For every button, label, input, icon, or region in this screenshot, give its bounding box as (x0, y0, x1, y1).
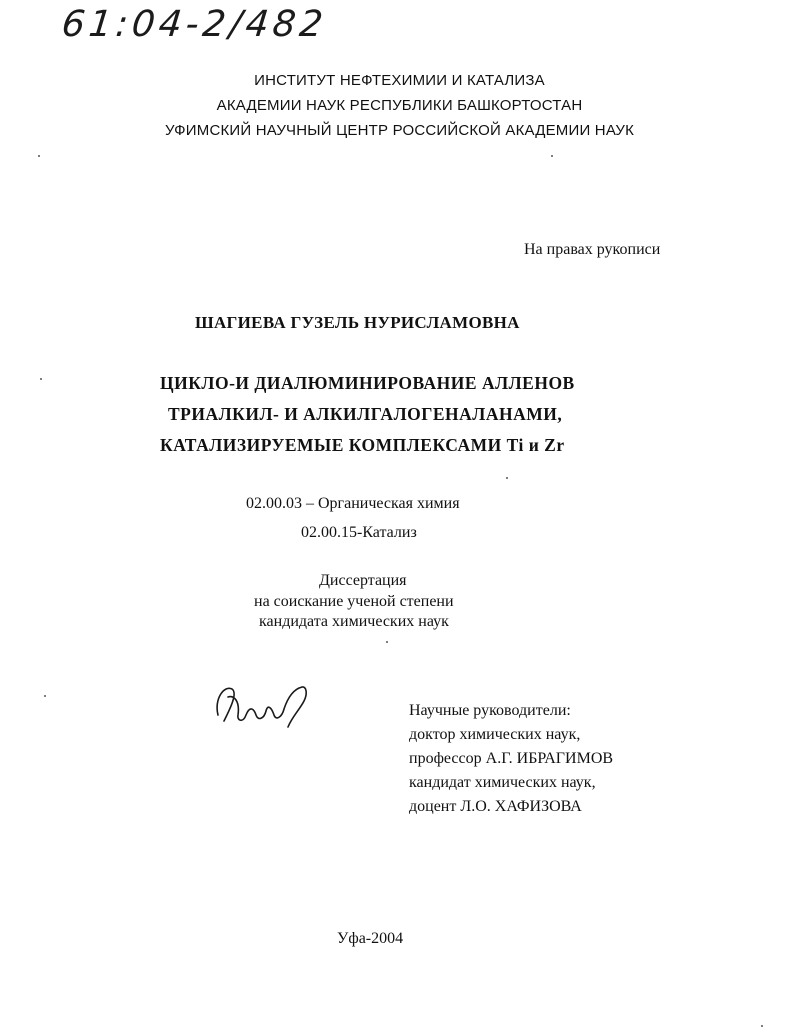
scan-speck (761, 1025, 763, 1027)
degree-line-2: на соискание ученой степени (254, 593, 454, 610)
institution-line-2: АКАДЕМИИ НАУК РЕСПУБЛИКИ БАШКОРТОСТАН (216, 97, 583, 114)
supervisor-1-degree: доктор химических наук, (409, 726, 581, 743)
specialty-organic-chemistry: 02.00.03 – Органическая химия (246, 495, 460, 512)
place-year: Уфа-2004 (337, 930, 404, 947)
title-line-3-suffix: Ti и Zr (506, 435, 565, 455)
archive-number: 61:04-2/482 (59, 4, 329, 45)
degree-line-1: Диссертация (319, 572, 407, 589)
specialty-catalysis: 02.00.15-Катализ (301, 524, 417, 541)
author-name: ШАГИЕВА ГУЗЕЛЬ НУРИСЛАМОВНА (195, 313, 520, 332)
title-line-2: ТРИАЛКИЛ- И АЛКИЛГАЛОГЕНАЛАНАМИ, (168, 404, 563, 424)
institution-line-1: ИНСТИТУТ НЕФТЕХИМИИ И КАТАЛИЗА (254, 72, 545, 89)
scan-speck (386, 641, 388, 643)
supervisor-2-degree: кандидат химических наук, (409, 774, 596, 791)
author-signature (210, 675, 320, 740)
institution-line-3: УФИМСКИЙ НАУЧНЫЙ ЦЕНТР РОССИЙСКОЙ АКАДЕМИИ НАУК (164, 122, 635, 139)
scan-speck (38, 155, 40, 157)
supervisors-heading: Научные руководители: (409, 702, 571, 719)
supervisor-1-name: профессор А.Г. ИБРАГИМОВ (409, 750, 614, 767)
scan-speck (506, 477, 508, 479)
supervisors-block (409, 699, 613, 819)
scan-speck (44, 695, 46, 697)
title-line-3 (160, 435, 565, 456)
rights-note: На правах рукописи (524, 241, 661, 258)
scan-speck (40, 378, 42, 380)
title-line-3-prefix: КАТАЛИЗИРУЕМЫЕ КОМПЛЕКСАМИ (160, 435, 507, 455)
scan-speck (551, 155, 553, 157)
degree-line-3: кандидата химических наук (259, 613, 449, 630)
title-line-1: ЦИКЛО-И ДИАЛЮМИНИРОВАНИЕ АЛЛЕНОВ (160, 373, 575, 393)
supervisor-2-name: доцент Л.О. ХАФИЗОВА (409, 798, 582, 815)
